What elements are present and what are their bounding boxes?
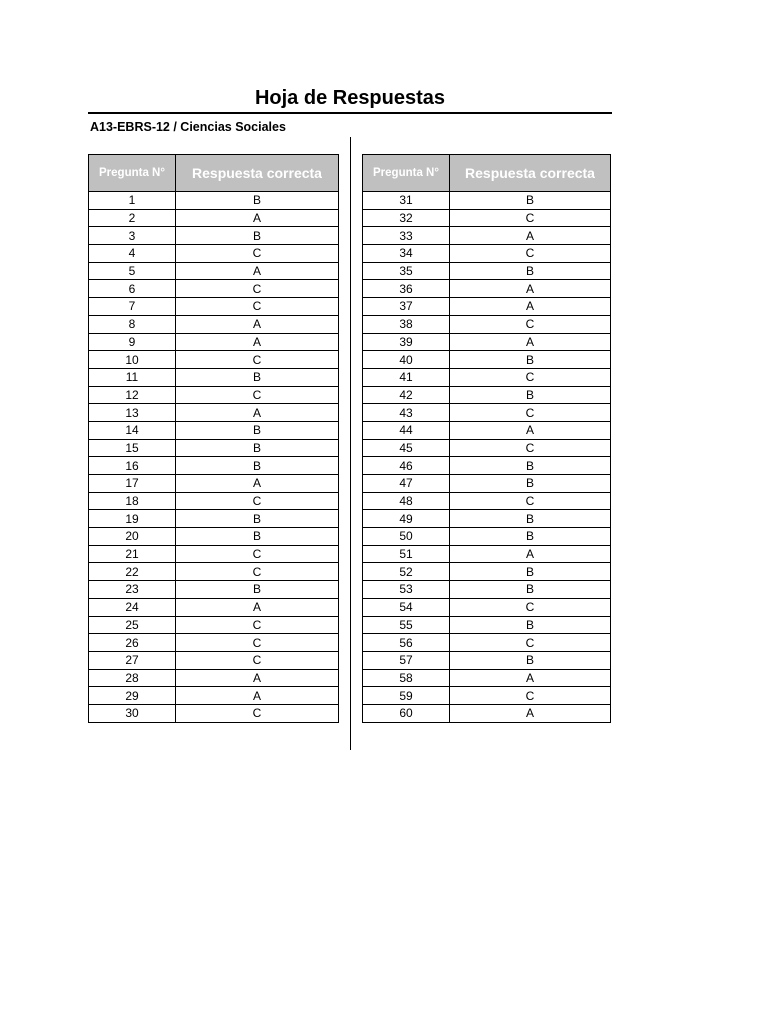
header-question-number: Pregunta N° — [363, 155, 450, 192]
answer-cell: C — [176, 492, 339, 510]
answer-cell: A — [176, 598, 339, 616]
question-number-cell: 41 — [363, 368, 450, 386]
answer-cell: A — [176, 687, 339, 705]
table-row — [363, 651, 611, 669]
table-row — [89, 262, 339, 280]
question-number-cell: 32 — [363, 209, 450, 227]
question-number-cell: 4 — [89, 245, 176, 263]
question-number-cell: 31 — [363, 192, 450, 210]
answer-cell: B — [450, 651, 611, 669]
answer-cell: A — [450, 421, 611, 439]
table-row — [89, 386, 339, 404]
question-number-cell: 39 — [363, 333, 450, 351]
answer-cell: A — [450, 227, 611, 245]
header-correct-answer: Respuesta correcta — [450, 155, 611, 192]
table-row — [363, 528, 611, 546]
question-number-cell: 58 — [363, 669, 450, 687]
answer-cell: C — [450, 315, 611, 333]
answer-cell: B — [450, 262, 611, 280]
answer-cell: C — [450, 439, 611, 457]
table-header-row — [363, 155, 611, 192]
answer-cell: C — [450, 687, 611, 705]
table-row — [89, 598, 339, 616]
question-number-cell: 34 — [363, 245, 450, 263]
question-number-cell: 46 — [363, 457, 450, 475]
answer-cell: C — [176, 634, 339, 652]
question-number-cell: 27 — [89, 651, 176, 669]
answer-cell: A — [176, 333, 339, 351]
answer-cell: B — [450, 386, 611, 404]
question-number-cell: 52 — [363, 563, 450, 581]
table-row — [89, 404, 339, 422]
table-row — [89, 333, 339, 351]
answer-cell: B — [176, 368, 339, 386]
question-number-cell: 50 — [363, 528, 450, 546]
table-row — [363, 421, 611, 439]
answer-cell: C — [450, 404, 611, 422]
answer-cell: C — [176, 245, 339, 263]
table-row — [89, 368, 339, 386]
answer-cell: B — [450, 475, 611, 493]
answer-table-left — [88, 154, 339, 723]
table-row — [89, 651, 339, 669]
answer-cell: C — [176, 563, 339, 581]
table-row — [89, 634, 339, 652]
header-correct-answer: Respuesta correcta — [176, 155, 339, 192]
table-row — [363, 704, 611, 722]
question-number-cell: 15 — [89, 439, 176, 457]
question-number-cell: 48 — [363, 492, 450, 510]
question-number-cell: 21 — [89, 545, 176, 563]
answer-cell: C — [450, 598, 611, 616]
table-row — [89, 492, 339, 510]
answer-cell: C — [450, 245, 611, 263]
question-number-cell: 28 — [89, 669, 176, 687]
answer-cell: A — [450, 669, 611, 687]
question-number-cell: 36 — [363, 280, 450, 298]
table-row — [89, 245, 339, 263]
answer-cell: A — [450, 280, 611, 298]
table-row — [89, 616, 339, 634]
answer-cell: B — [450, 581, 611, 599]
answer-cell: A — [450, 704, 611, 722]
table-row — [363, 492, 611, 510]
question-number-cell: 54 — [363, 598, 450, 616]
question-number-cell: 3 — [89, 227, 176, 245]
answer-cell: C — [450, 368, 611, 386]
question-number-cell: 30 — [89, 704, 176, 722]
answer-cell: C — [176, 704, 339, 722]
answer-cell: B — [176, 581, 339, 599]
answer-cell: A — [176, 475, 339, 493]
answer-cell: B — [450, 192, 611, 210]
question-number-cell: 47 — [363, 475, 450, 493]
table-row — [89, 475, 339, 493]
table-row — [363, 245, 611, 263]
answer-table-right — [362, 154, 611, 723]
table-row — [363, 457, 611, 475]
question-number-cell: 56 — [363, 634, 450, 652]
question-number-cell: 59 — [363, 687, 450, 705]
question-number-cell: 22 — [89, 563, 176, 581]
question-number-cell: 24 — [89, 598, 176, 616]
table-row — [89, 227, 339, 245]
question-number-cell: 17 — [89, 475, 176, 493]
answer-cell: A — [450, 298, 611, 316]
table-row — [363, 386, 611, 404]
answer-cell: B — [450, 563, 611, 581]
table-row — [89, 315, 339, 333]
table-row — [363, 280, 611, 298]
table-row — [363, 634, 611, 652]
table-row — [363, 351, 611, 369]
answer-cell: C — [450, 492, 611, 510]
table-row — [363, 439, 611, 457]
question-number-cell: 60 — [363, 704, 450, 722]
question-number-cell: 12 — [89, 386, 176, 404]
answer-cell: C — [176, 616, 339, 634]
answer-cell: C — [176, 351, 339, 369]
question-number-cell: 38 — [363, 315, 450, 333]
question-number-cell: 57 — [363, 651, 450, 669]
column-divider — [350, 137, 351, 750]
header-question-number: Pregunta N° — [89, 155, 176, 192]
table-row — [89, 351, 339, 369]
question-number-cell: 43 — [363, 404, 450, 422]
answer-cell: B — [176, 457, 339, 475]
answer-cell: B — [176, 439, 339, 457]
answer-cell: B — [176, 192, 339, 210]
answer-cell: A — [176, 262, 339, 280]
table-row — [89, 439, 339, 457]
table-row — [363, 192, 611, 210]
question-number-cell: 26 — [89, 634, 176, 652]
question-number-cell: 16 — [89, 457, 176, 475]
question-number-cell: 14 — [89, 421, 176, 439]
answer-cell: A — [176, 404, 339, 422]
question-number-cell: 40 — [363, 351, 450, 369]
question-number-cell: 1 — [89, 192, 176, 210]
question-number-cell: 9 — [89, 333, 176, 351]
answer-cell: A — [176, 669, 339, 687]
table-row — [363, 262, 611, 280]
answer-cell: B — [176, 528, 339, 546]
answer-cell: B — [450, 528, 611, 546]
question-number-cell: 20 — [89, 528, 176, 546]
answer-cell: C — [176, 298, 339, 316]
question-number-cell: 18 — [89, 492, 176, 510]
question-number-cell: 35 — [363, 262, 450, 280]
table-row — [89, 528, 339, 546]
table-row — [363, 510, 611, 528]
table-header-row — [89, 155, 339, 192]
question-number-cell: 13 — [89, 404, 176, 422]
answer-cell: C — [450, 634, 611, 652]
table-row — [89, 280, 339, 298]
question-number-cell: 2 — [89, 209, 176, 227]
exam-code-subtitle: A13-EBRS-12 / Ciencias Sociales — [90, 120, 286, 134]
question-number-cell: 19 — [89, 510, 176, 528]
table-row — [89, 581, 339, 599]
table-row — [363, 545, 611, 563]
question-number-cell: 25 — [89, 616, 176, 634]
table-row — [363, 315, 611, 333]
page-title: Hoja de Respuestas — [254, 87, 446, 109]
answer-cell: B — [176, 421, 339, 439]
answer-table-right-body — [363, 192, 611, 723]
table-row — [89, 192, 339, 210]
table-row — [363, 475, 611, 493]
table-row — [89, 457, 339, 475]
answer-cell: C — [176, 545, 339, 563]
question-number-cell: 55 — [363, 616, 450, 634]
table-row — [89, 209, 339, 227]
answer-cell: C — [176, 386, 339, 404]
answer-cell: C — [450, 209, 611, 227]
answer-cell: A — [450, 545, 611, 563]
table-row — [363, 598, 611, 616]
question-number-cell: 49 — [363, 510, 450, 528]
answer-cell: C — [176, 280, 339, 298]
table-row — [89, 687, 339, 705]
question-number-cell: 53 — [363, 581, 450, 599]
table-row — [363, 669, 611, 687]
table-row — [363, 368, 611, 386]
table-row — [89, 510, 339, 528]
table-row — [89, 704, 339, 722]
table-row — [363, 298, 611, 316]
question-number-cell: 42 — [363, 386, 450, 404]
answer-table-left-body — [89, 192, 339, 723]
answer-cell: A — [450, 333, 611, 351]
question-number-cell: 45 — [363, 439, 450, 457]
question-number-cell: 7 — [89, 298, 176, 316]
table-row — [363, 616, 611, 634]
answer-cell: B — [450, 616, 611, 634]
table-row — [363, 227, 611, 245]
question-number-cell: 11 — [89, 368, 176, 386]
table-row — [89, 563, 339, 581]
answer-cell: B — [450, 351, 611, 369]
question-number-cell: 33 — [363, 227, 450, 245]
question-number-cell: 51 — [363, 545, 450, 563]
question-number-cell: 10 — [89, 351, 176, 369]
table-row — [363, 404, 611, 422]
answer-cell: B — [176, 227, 339, 245]
table-row — [363, 687, 611, 705]
answer-cell: A — [176, 209, 339, 227]
table-row — [89, 545, 339, 563]
answer-cell: B — [450, 510, 611, 528]
question-number-cell: 23 — [89, 581, 176, 599]
table-row — [363, 209, 611, 227]
question-number-cell: 5 — [89, 262, 176, 280]
answer-cell: B — [176, 510, 339, 528]
question-number-cell: 37 — [363, 298, 450, 316]
answer-cell: A — [176, 315, 339, 333]
answer-cell: B — [450, 457, 611, 475]
question-number-cell: 6 — [89, 280, 176, 298]
table-row — [89, 298, 339, 316]
question-number-cell: 8 — [89, 315, 176, 333]
table-row — [363, 333, 611, 351]
table-row — [89, 669, 339, 687]
question-number-cell: 44 — [363, 421, 450, 439]
table-row — [89, 421, 339, 439]
title-underline — [88, 112, 612, 114]
table-row — [363, 563, 611, 581]
question-number-cell: 29 — [89, 687, 176, 705]
answer-cell: C — [176, 651, 339, 669]
table-row — [363, 581, 611, 599]
